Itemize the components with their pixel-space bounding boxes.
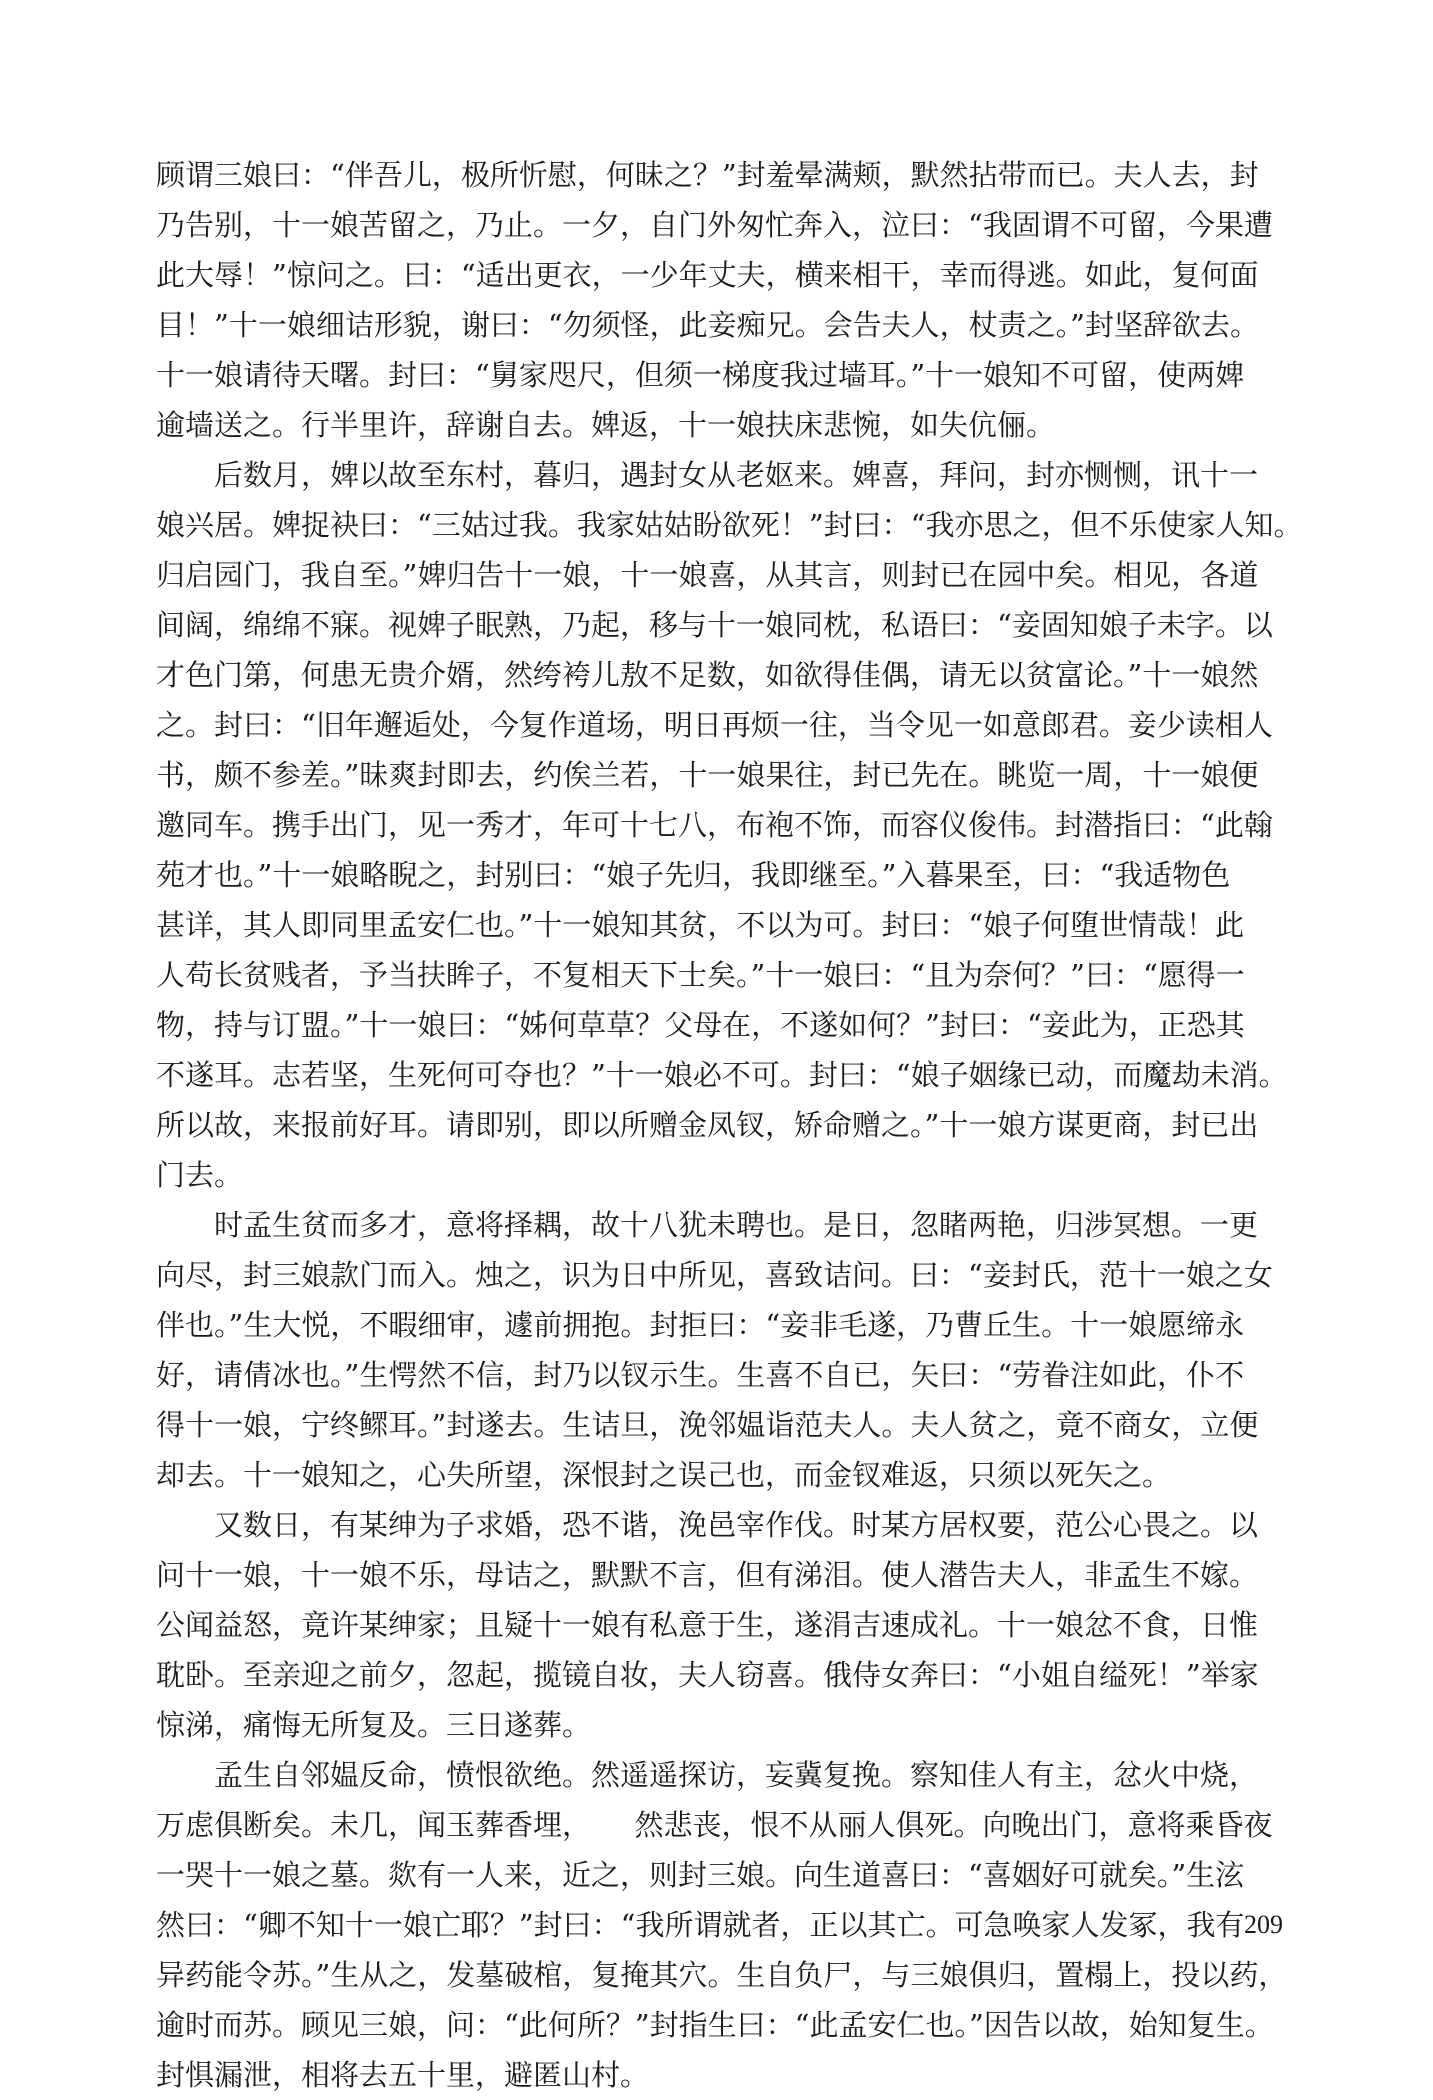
page-number: 209 — [1244, 1910, 1283, 1939]
text-line: 孟生自邻媪反命，愤恨欲绝。然遥遥探访，妄冀复挽。察知佳人有主，忿火中烧， — [156, 1758, 1259, 1792]
text-line: 此大辱！”惊问之。曰：“适出更衣，一少年丈夫，横来相干，幸而得逃。如此，复何面 — [156, 258, 1259, 292]
text-line: 然曰：“卿不知十一娘亡耶？”封曰：“我所谓就者，正以其亡。可急唤家人发冢，我有 — [156, 1908, 1245, 1942]
text-line: 又数日，有某绅为子求婚，恐不谐，浼邑宰作伐。时某方居权要，范公心畏之。以 — [156, 1508, 1259, 1542]
text-line: 邀同车。携手出门，见一秀才，年可十七八，布袍不饰，而容仪俊伟。封潜指曰：“此翰 — [156, 808, 1273, 842]
text-line: 耽卧。至亲迎之前夕，忽起，揽镜自妆，夫人窃喜。俄侍女奔曰：“小姐自缢死！”举家 — [156, 1658, 1259, 1692]
body-text — [156, 150, 1303, 2100]
text-line: 好，请倩冰也。”生愕然不信，封乃以钗示生。生喜不自已，矢曰：“劳眷注如此，仆不 — [156, 1358, 1245, 1392]
text-line: 封惧漏泄，相将去五十里，避匿山村。 — [156, 2058, 650, 2092]
text-line: 却去。十一娘知之，心失所望，深恨封之误己也，而金钗难返，只须以死矢之。 — [156, 1458, 1172, 1492]
text-line: 惊涕，痛悔无所复及。三日遂葬。 — [156, 1708, 592, 1742]
text-line: 之。封曰：“旧年邂逅处，今复作道场，明日再烦一往，当令见一如意郎君。妾少读相人 — [156, 708, 1273, 742]
text-line: 公闻益怒，竟许某绅家；且疑十一娘有私意于生，遂涓吉速成礼。十一娘忿不食，日惟 — [156, 1608, 1259, 1642]
text-line: 所以故，来报前好耳。请即别，即以所赠金凤钗，矫命赠之。”十一娘方谋更商，封已出 — [156, 1108, 1259, 1142]
text-line: 一哭十一娘之墓。欻有一人来，近之，则封三娘。向生道喜曰：“喜姻好可就矣。”生泫 — [156, 1858, 1245, 1892]
text-line: 才色门第，何患无贵介婿，然绔袴儿敖不足数，如欲得佳偶，请无以贫富论。”十一娘然 — [156, 658, 1259, 692]
text-line: 万虑俱断矣。未几，闻玉葬香埋， 然悲丧，恨不从丽人俱死。向晚出门，意将乘昏夜 — [156, 1808, 1273, 1842]
text-line: 十一娘请待天曙。封曰：“舅家咫尺，但须一梯度我过墙耳。”十一娘知不可留，使两婢 — [156, 358, 1245, 392]
text-line: 不遂耳。志若坚，生死何可夺也？”十一娘必不可。封曰：“娘子姻缘已动，而魔劫未消。 — [156, 1058, 1288, 1092]
text-line: 得十一娘，宁终鳏耳。”封遂去。生诘旦，浼邻媪诣范夫人。夫人贫之，竟不商女，立便 — [156, 1408, 1259, 1442]
text-line: 物，持与订盟。”十一娘曰：“姊何草草？父母在，不遂如何？”封曰：“妾此为，正恐其 — [156, 1008, 1245, 1042]
text-line: 归启园门，我自至。”婢归告十一娘，十一娘喜，从其言，则封已在园中矣。相见，各道 — [156, 558, 1259, 592]
text-line: 向尽，封三娘款门而入。烛之，识为日中所见，喜致诘问。曰：“妾封氏，范十一娘之女 — [156, 1258, 1273, 1292]
text-line: 时孟生贫而多才，意将择耦，故十八犹未聘也。是日，忽睹两艳，归涉冥想。一更 — [156, 1208, 1259, 1242]
text-line: 门去。 — [156, 1158, 244, 1192]
text-line: 目！”十一娘细诘形貌，谢曰：“勿须怪，此妾痴兄。会告夫人，杖责之。”封坚辞欲去。 — [156, 308, 1259, 342]
text-line: 逾墙送之。行半里许，辞谢自去。婢返，十一娘扶床悲惋，如失伉俪。 — [156, 408, 1056, 442]
text-line: 苑才也。”十一娘略睨之，封别曰：“娘子先归，我即继至。”入暮果至，曰：“我适物色 — [156, 858, 1231, 892]
text-line: 人苟长贫贱者，予当扶眸子，不复相天下士矣。”十一娘曰：“且为奈何？”曰：“愿得一 — [156, 958, 1245, 992]
text-line: 逾时而苏。顾见三娘，问：“此何所？”封指生曰：“此孟安仁也。”因告以故，始知复生。 — [156, 2008, 1274, 2042]
text-line: 后数月，婢以故至东村，暮归，遇封女从老妪来。婢喜，拜问，封亦恻恻，讯十一 — [156, 458, 1259, 492]
text-line: 娘兴居。婢捉袂曰：“三姑过我。我家姑姑盼欲死！”封曰：“我亦思之，但不乐使家人知。 — [156, 508, 1303, 542]
text-line: 问十一娘，十一娘不乐，母诘之，默默不言，但有涕泪。使人潜告夫人，非孟生不嫁。 — [156, 1558, 1259, 1592]
text-line: 甚详，其人即同里孟安仁也。”十一娘知其贫，不以为可。封曰：“娘子何堕世情哉！此 — [156, 908, 1245, 942]
text-line: 间阔，绵绵不寐。视婢子眠熟，乃起，移与十一娘同枕，私语曰：“妾固知娘子未字。以 — [156, 608, 1273, 642]
text-line: 异药能令苏。”生从之，发墓破棺，复掩其穴。生自负尸，与三娘俱归，置榻上，投以药， — [156, 1958, 1288, 1992]
text-line: 乃告别，十一娘苦留之，乃止。一夕，自门外匆忙奔入，泣曰：“我固谓不可留，今果遭 — [156, 208, 1273, 242]
text-line: 书，颇不参差。”昧爽封即去，约俟兰若，十一娘果往，封已先在。眺览一周，十一娘便 — [156, 758, 1259, 792]
text-line: 顾谓三娘曰：“伴吾儿，极所忻慰，何昧之？”封羞晕满颊，默然拈带而已。夫人去，封 — [156, 158, 1259, 192]
text-line: 伴也。”生大悦，不暇细审，遽前拥抱。封拒曰：“妾非毛遂，乃曹丘生。十一娘愿缔永 — [156, 1308, 1245, 1342]
